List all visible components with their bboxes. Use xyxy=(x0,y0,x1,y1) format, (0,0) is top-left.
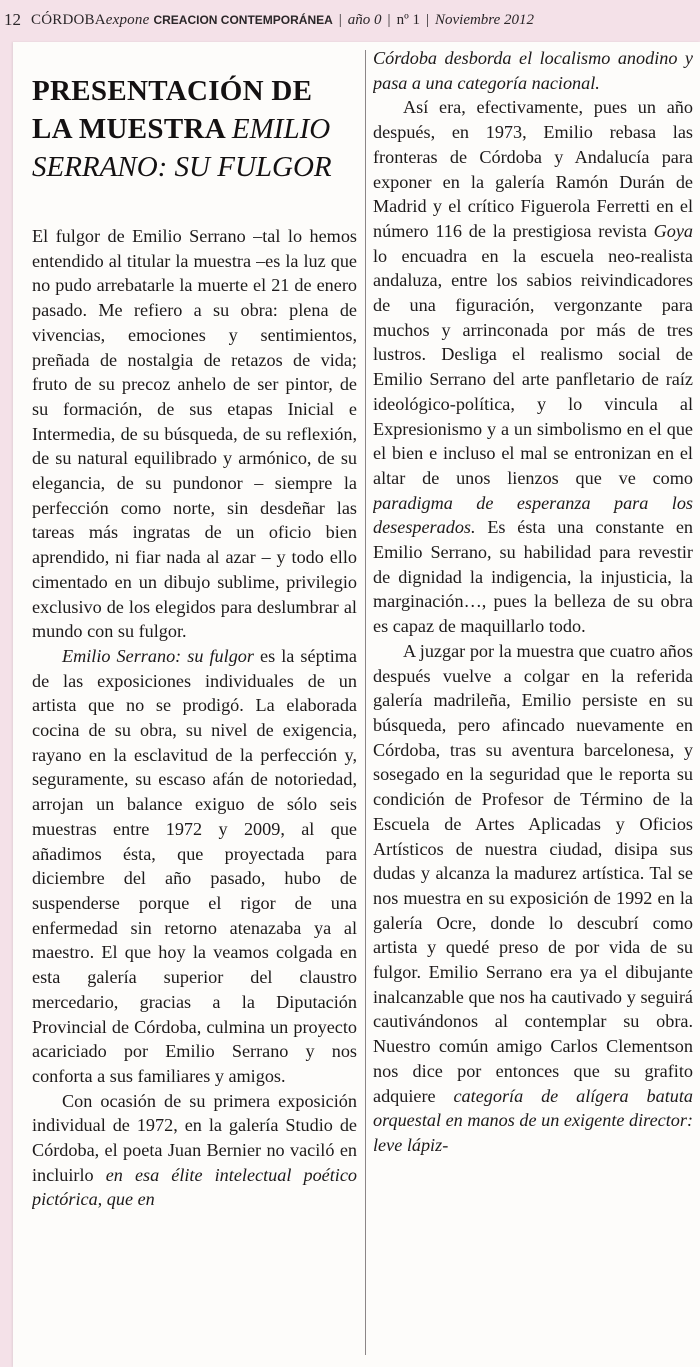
page-header xyxy=(0,0,700,40)
article-column-right xyxy=(373,42,693,1358)
column-divider xyxy=(365,50,366,1355)
paragraph-1: El fulgor de Emilio Serrano –tal lo hemos entendido al titular la muestra –es la luz que no pudo arrebatarle la muerte el 21 de enero pasado. Me refiero a su obra: plena de vivencias, emociones y sentimientos, preñada de nostalgia de retazos de vida; fruto de su precoz anhelo de ser pintor, de su formación, de sus etapas Inicial e Intermedia, de su búsqueda, de su reflexión, de su natural equilibrado y armónico, de su elegancia, de su pundonor – siempre la perfección como norte, sin desdeñar las tareas más ingratas de un oficio bien aprendido, ni fiar nada al azar – y todo ello cimentado en un dibujo sublime, privilegio exclusivo de los elegidos para deslumbrar al mundo con su fulgor. xyxy=(32,226,357,642)
header-separator: | xyxy=(387,11,391,28)
article-page xyxy=(13,42,700,1367)
paragraph-5: A juzgar por la muestra que cuatro años después vuelve a colgar en la referida galería madrileña, Emilio persiste en su búsqueda, pero afincado nuevamente en Córdoba, tras su aventura barcelonesa, y sosegado en la seguridad que le reporta su condición de Profesor de Término de la Escuela de Artes Aplicadas y Oficios Artísticos de nuestra ciudad, disipa sus dudas y alcanza la madurez artística. Tal se nos muestra en su exposición de 1992 en la galería Ocre, donde lo descubrí como artista y quedé preso de por vida de su fulgor. Emilio Serrano era ya el dibujante inalcanzable que nos ha cautivado y seguirá cautivándonos al contemplar su obra. Nuestro común amigo Carlos Clementson nos dice por entonces que su grafito adquiere categoría de alígera batuta orquestal en manos de un exigente director: leve lápiz- xyxy=(373,640,693,1155)
paragraph-3-continued: Córdoba desborda el localismo anodino y pasa a una categoría nacional. xyxy=(373,48,693,93)
paragraph-3: Con ocasión de su primera exposición individual de 1972, en la galería Studio de Córdoba, el poeta Juan Bernier no vaciló en incluirlo en esa élite intelectual poético pictórica, que en xyxy=(32,1090,357,1210)
paragraph-4: Así era, efectivamente, pues un año después, en 1973, Emilio rebasa las fronteras de Córdoba y Andalucía para exponer en la galería Ramón Durán de Madrid y el crítico Figuerola Ferretti en el número 116 de la prestigiosa revista Goya lo encuadra en la escuela neo-realista andaluza, entre los sabios reivindicadores de una figuración, vergonzante para muchos y arrinconada por más de tres lustros. Desliga el realismo social de Emilio Serrano del arte panfletario de raíz ideológico-política, y lo vincula al Expresionismo y a un simbolismo en el que el bien e incluso el mal se entronizan en el altar de unos lienzos que ve como paradigma de esperanza para los desesperados. Es ésta una constante en Emilio Serrano, su habilidad para revestir de dignidad la indigencia, la injusticia, la marginación…, pues la belleza de su obra es capaz de maquillarlo todo. xyxy=(373,97,693,637)
paragraph-2: Emilio Serrano: su fulgor es la séptima de las exposiciones individuales de un artista que no se prodigó. La elaborada cocina de su obra, su nivel de exigencia, rayano en la esclavitud de la perfección y, seguramente, su escaso afán de notoriedad, arrojan un balance exiguo de sólo seis muestras entre 1972 y 2009, al que añadimos ésta, que proyectada para diciembre del año pasado, hubo de suspenderse porque el rigor de una enfermedad sin retorno atenazaba ya al maestro. El que hoy la veamos colgada en esta galería superior del claustro mercedario, gracias a la Diputación Provincial de Córdoba, culmina un proyecto acariciado por Emilio Serrano y nos conforta a sus familiares y amigos. xyxy=(32,645,357,1086)
article-column-left xyxy=(32,42,357,1358)
header-separator: | xyxy=(338,11,342,28)
article-title: PRESENTACIÓN DE LA MUESTRA EMILIO SERRANO: SU FULGOR xyxy=(32,75,332,183)
issue-year: año 0 xyxy=(347,11,382,28)
issue-date: Noviembre 2012 xyxy=(434,11,534,28)
issue-number: nº 1 xyxy=(396,11,420,28)
page-number: 12 xyxy=(4,10,21,29)
publication-subtitle: CREACION CONTEMPORÁNEA xyxy=(153,13,333,27)
publication-name: CÓRDOBAexpone xyxy=(31,11,150,28)
header-separator: | xyxy=(425,11,429,28)
